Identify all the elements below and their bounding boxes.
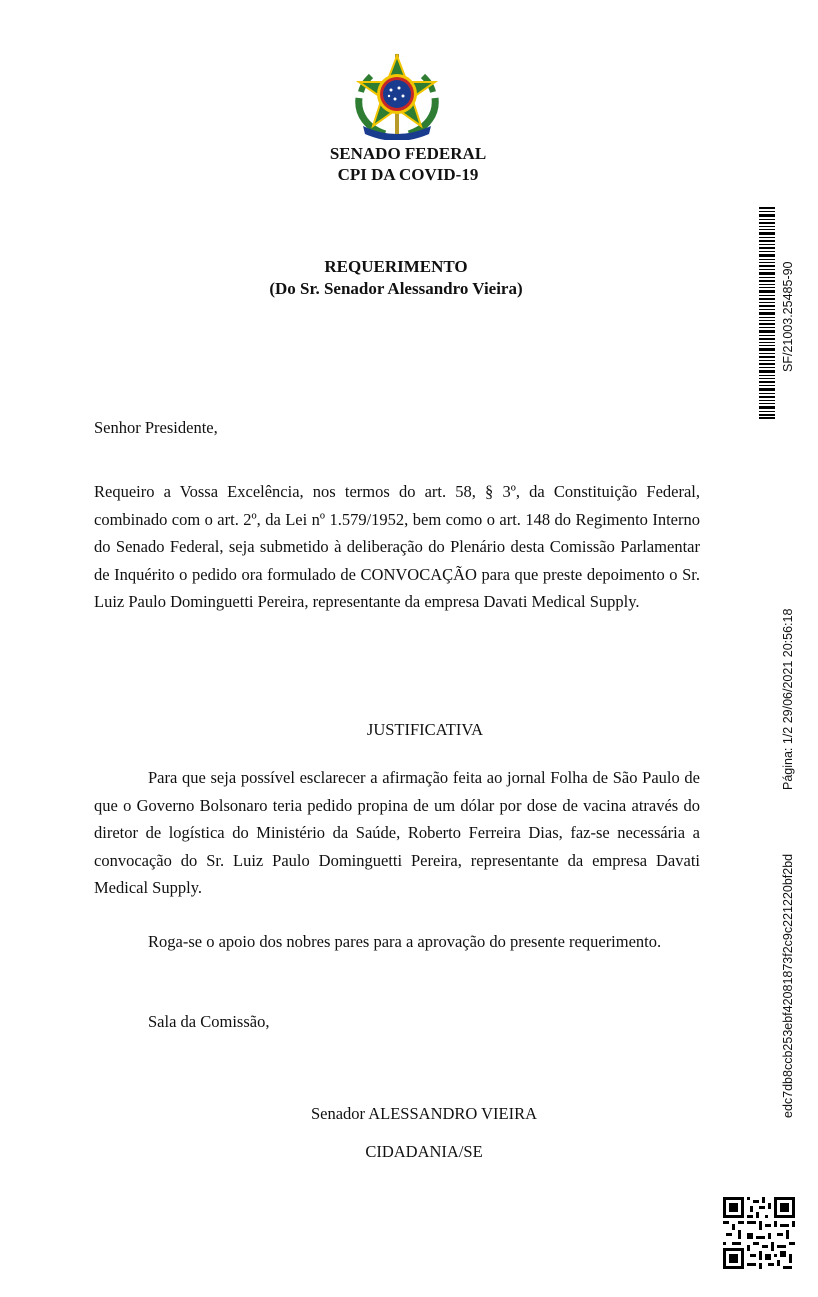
request-paragraph: Requeiro a Vossa Excelência, nos termos do art. 58, § 3º, da Constituição Federal, combinado com o art. 2º, da Lei nº 1.579/1952, bem como o art. 148 do Regimento Interno do Senado Federal, seja submetido à deliberação do Plenário desta Comissão Parlamentar de Inquérito o pedido ora formulado de CONVOCAÇÃO para que preste depoimento o Sr. Luiz Paulo Dominguetti Pereira, representante da empresa Davati Medical Supply.: [94, 482, 700, 611]
document-title: [196, 256, 596, 300]
justification-heading: JUSTIFICATIVA: [366, 720, 484, 739]
signer-party: CIDADANIA/SE: [365, 1142, 483, 1161]
barcode-code: SF/21003.25485-90: [781, 261, 795, 372]
justification-paragraph-2: Roga-se o apoio dos nobres pares para a aprovação do presente requerimento.: [148, 932, 662, 951]
signer-name: Senador ALESSANDRO VIEIRA: [310, 1104, 538, 1123]
salutation: Senhor Presidente,: [94, 418, 218, 437]
document-hash: edc7db8ccb253ebf42081873f2c9c221220bf2bd: [781, 853, 795, 1118]
coat-of-arms-icon: [349, 52, 445, 140]
page-info: Página: 1/2 29/06/2021 20:56:18: [781, 608, 795, 790]
qr-code-icon: [723, 1197, 795, 1269]
header: [208, 143, 608, 185]
title-author: (Do Sr. Senador Alessandro Vieira): [269, 279, 523, 298]
closing-place: Sala da Comissão,: [148, 1012, 270, 1031]
barcode: [759, 207, 775, 419]
committee-name: CPI DA COVID-19: [337, 165, 479, 184]
org-name: SENADO FEDERAL: [329, 144, 487, 163]
justification-paragraph-1: Para que seja possível esclarecer a afirmação feita ao jornal Folha de São Paulo de que o Governo Bolsonaro teria pedido propina de um dólar por dose de vacina através do diretor de logística do Ministério da Saúde, Roberto Ferreira Dias, faz-se necessária a convocação do Sr. Luiz Paulo Dominguetti Pereira, representante da empresa Davati Medical Supply.: [94, 768, 700, 897]
title-main: REQUERIMENTO: [324, 257, 468, 276]
